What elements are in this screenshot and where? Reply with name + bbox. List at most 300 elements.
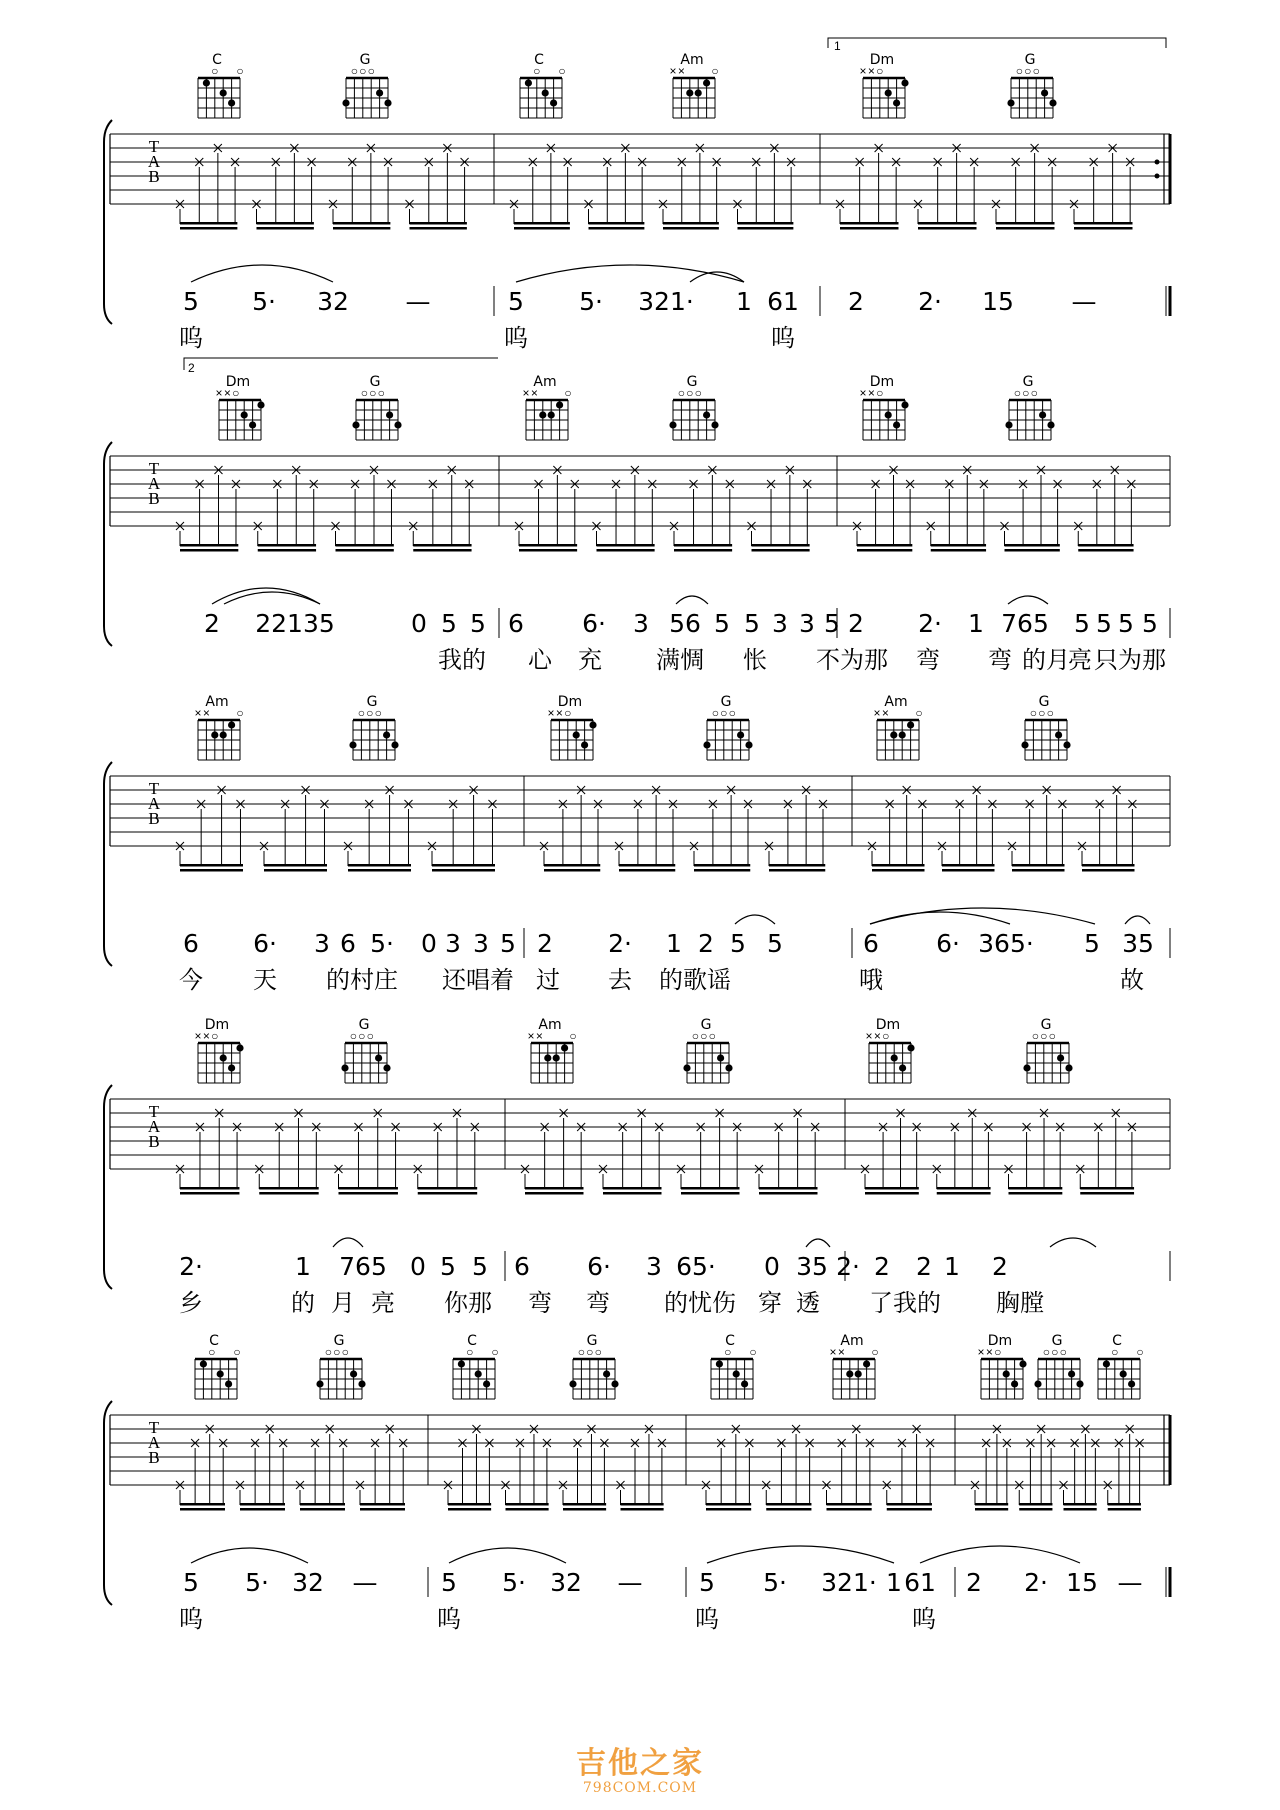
tab-beam xyxy=(180,227,237,230)
chord-open-mark: ○ xyxy=(466,1345,474,1359)
tab-beam xyxy=(827,1508,872,1511)
jianpu-note: 1 xyxy=(886,1568,902,1597)
chord-dot xyxy=(228,721,235,728)
chord-diagram xyxy=(669,374,718,440)
chord-name: G xyxy=(333,1333,345,1349)
chord-dot xyxy=(899,1064,906,1071)
lyric: 心 xyxy=(528,646,552,674)
tab-beam xyxy=(942,864,995,867)
chord-dot xyxy=(550,99,557,106)
chord-open-mark: ○ xyxy=(333,1345,341,1359)
tab-beam xyxy=(1078,549,1133,552)
score-row xyxy=(104,694,1170,994)
chord-open-mark: ○ xyxy=(720,706,728,720)
chord-dot xyxy=(1047,421,1054,428)
slur xyxy=(191,265,333,282)
tab-beam xyxy=(937,1192,991,1195)
tab-beam xyxy=(769,864,825,867)
chord-open-mark: ○ xyxy=(1042,1345,1051,1359)
lyric: 还唱着 xyxy=(442,966,514,994)
lyric: 今 xyxy=(179,966,203,994)
jianpu-note: 321· xyxy=(821,1568,877,1597)
tab-beam xyxy=(857,544,912,547)
chord-dot xyxy=(716,1360,723,1367)
chord-dot xyxy=(1007,99,1014,106)
tab-beam xyxy=(840,227,899,230)
tab-beam xyxy=(339,1192,398,1195)
chord-open-mark: ○ xyxy=(367,64,375,78)
tab-beam xyxy=(519,544,577,547)
jianpu-note: 3 xyxy=(445,929,461,958)
tab-beam xyxy=(1078,544,1133,547)
chord-dot xyxy=(539,411,546,418)
tab-beam xyxy=(563,1508,606,1511)
tab-beam xyxy=(752,549,810,552)
tab-beam xyxy=(975,1508,1008,1511)
jianpu-note: 0 xyxy=(764,1252,780,1281)
jianpu-note: 5 xyxy=(1118,609,1134,638)
chord-open-mark: ○ xyxy=(350,64,359,78)
chord-dot xyxy=(1068,1370,1075,1377)
chord-dot xyxy=(669,421,676,428)
tab-beam xyxy=(1019,1508,1052,1511)
chord-name: G xyxy=(1040,1017,1052,1033)
chord-diagram xyxy=(977,1333,1026,1399)
jianpu-note: 6· xyxy=(587,1252,611,1281)
tab-beam xyxy=(738,222,794,225)
chord-open-mark: ○ xyxy=(749,1345,757,1359)
chord-dot xyxy=(589,721,596,728)
slur xyxy=(676,596,708,604)
tab-beam xyxy=(448,1503,491,1506)
chord-name: Dm xyxy=(557,694,583,710)
jianpu-note: 65· xyxy=(676,1252,716,1281)
chord-open-mark: ○ xyxy=(236,706,244,720)
chord-open-mark: ○ xyxy=(586,1345,594,1359)
jianpu-note: 32 xyxy=(317,287,349,316)
tab-beam xyxy=(759,1187,818,1190)
chord-diagram xyxy=(1034,1333,1083,1399)
tab-clef-letter: A xyxy=(147,794,161,813)
tab-beam xyxy=(769,869,825,872)
tab-beam xyxy=(694,864,750,867)
tab-beam xyxy=(975,1503,1008,1506)
tab-beam xyxy=(766,1503,811,1506)
jianpu-note: 2 xyxy=(537,929,553,958)
jianpu-note: 6 xyxy=(340,929,356,958)
tab-beam xyxy=(257,222,314,225)
chord-name: Dm xyxy=(875,1017,901,1033)
chord-open-mark: × xyxy=(527,1029,535,1043)
tab-beam xyxy=(410,227,467,230)
lyric: 的月 xyxy=(1022,646,1070,674)
tab-beam xyxy=(240,1503,285,1506)
jianpu-note: 5 xyxy=(1142,609,1158,638)
jianpu-note: 5 xyxy=(183,1568,199,1597)
chord-dot xyxy=(899,731,906,738)
jianpu-note: 3 xyxy=(633,609,649,638)
chord-open-mark: ○ xyxy=(708,1029,716,1043)
system-bracket xyxy=(104,1085,112,1289)
lyric: 你那 xyxy=(444,1289,492,1317)
jianpu-note: 5 xyxy=(508,287,524,316)
chord-name: G xyxy=(720,694,732,710)
chord-dot xyxy=(1103,1360,1110,1367)
chord-name: Am xyxy=(205,694,229,710)
lyric: 弯 xyxy=(528,1289,552,1317)
tab-clef-letter: T xyxy=(148,779,160,798)
chord-open-mark: ○ xyxy=(1048,1029,1056,1043)
chord-dot xyxy=(907,721,914,728)
chord-dot xyxy=(383,1064,390,1071)
chord-dot xyxy=(686,89,693,96)
chord-dot xyxy=(1023,1064,1030,1071)
tab-clef-letter: T xyxy=(148,137,160,156)
jianpu-note: 56 xyxy=(669,609,701,638)
chord-dot xyxy=(249,421,256,428)
chord-name: G xyxy=(686,374,698,390)
jianpu-note: 2 xyxy=(992,1252,1008,1281)
chord-open-mark: ○ xyxy=(1024,64,1032,78)
chord-diagram xyxy=(1023,1017,1072,1083)
chord-open-mark: ○ xyxy=(211,64,219,78)
jianpu-note: 61 xyxy=(767,287,799,316)
lyric: 天 xyxy=(253,966,277,994)
chord-open-mark: ○ xyxy=(1022,386,1030,400)
lyric: 的忧伤 xyxy=(664,1289,736,1317)
jianpu-note: 5· xyxy=(763,1568,787,1597)
slur xyxy=(707,1546,894,1563)
tab-beam xyxy=(418,1192,477,1195)
chord-open-mark: ○ xyxy=(1030,386,1038,400)
chord-dot xyxy=(611,1380,618,1387)
tab-beam xyxy=(259,1192,318,1195)
chord-diagram xyxy=(547,694,596,760)
jianpu-note: — xyxy=(617,1568,643,1597)
chord-open-mark: ○ xyxy=(577,1345,586,1359)
jianpu-note: 5 xyxy=(441,609,457,638)
jianpu-note: 765 xyxy=(1001,609,1049,638)
tab-beam xyxy=(1064,1508,1097,1511)
tab-beam xyxy=(759,1192,818,1195)
chord-open-mark: ○ xyxy=(349,1029,358,1043)
jianpu-note: 2 xyxy=(848,287,864,316)
chord-open-mark: × xyxy=(873,1029,881,1043)
tab-beam xyxy=(300,1508,345,1511)
system-bracket xyxy=(104,442,112,646)
jianpu-note: 1 xyxy=(295,1252,311,1281)
score-row xyxy=(104,1017,1170,1317)
jianpu-note: 61 xyxy=(904,1568,936,1597)
tab-beam xyxy=(418,1187,477,1190)
chord-dot xyxy=(342,99,349,106)
chord-open-mark: ○ xyxy=(1031,1029,1040,1043)
jianpu-note: 5· xyxy=(502,1568,526,1597)
tab-beam xyxy=(1064,1503,1097,1506)
chord-name: Dm xyxy=(225,374,251,390)
watermark-name: 吉他之家 xyxy=(576,1746,704,1781)
jianpu-note: 5 xyxy=(1074,609,1090,638)
chord-dot xyxy=(376,89,383,96)
chord-open-mark: ○ xyxy=(324,1345,333,1359)
chord-dot xyxy=(358,1380,365,1387)
jianpu-note: 5· xyxy=(245,1568,269,1597)
jianpu-note: 35 xyxy=(796,1252,828,1281)
jianpu-note: 5 xyxy=(824,609,840,638)
chord-open-mark: ○ xyxy=(564,706,572,720)
chord-dot xyxy=(217,1370,224,1377)
chord-dot xyxy=(733,1370,740,1377)
chord-dot xyxy=(703,411,710,418)
lyric: 呜 xyxy=(695,1605,719,1633)
chord-dot xyxy=(855,1370,862,1377)
jianpu-note: 5 xyxy=(744,609,760,638)
tab-beam xyxy=(180,1508,225,1511)
chord-open-mark: ○ xyxy=(1059,1345,1067,1359)
chord-name: C xyxy=(467,1333,477,1349)
lyric: 呜 xyxy=(179,324,203,352)
jianpu-note: 5 xyxy=(767,929,783,958)
chord-open-mark: × xyxy=(867,386,875,400)
tab-beam xyxy=(180,222,237,225)
jianpu-note: 22135 xyxy=(255,609,335,638)
chord-name: Dm xyxy=(204,1017,230,1033)
chord-dot xyxy=(1019,1360,1026,1367)
tab-staff xyxy=(110,776,1170,872)
chord-name: C xyxy=(209,1333,219,1349)
tab-beam xyxy=(336,549,394,552)
chord-open-mark: × xyxy=(881,706,889,720)
chord-open-mark: × xyxy=(977,1345,985,1359)
tab-clef-letter: B xyxy=(148,1448,160,1467)
chord-open-mark: ○ xyxy=(711,706,720,720)
volta-number: 1 xyxy=(834,39,841,53)
jianpu-note: 2· xyxy=(179,1252,203,1281)
chord-open-mark: ○ xyxy=(691,1029,700,1043)
slur xyxy=(690,272,744,282)
jianpu-note: 2· xyxy=(836,1252,860,1281)
chord-name: Dm xyxy=(869,52,895,68)
chord-dot xyxy=(893,421,900,428)
lyric: 透 xyxy=(796,1289,820,1317)
lyric: 弯 xyxy=(586,1289,610,1317)
tab-beam xyxy=(1012,869,1065,872)
chord-dot xyxy=(1049,99,1056,106)
chord-diagram xyxy=(195,1333,241,1399)
system-bracket xyxy=(104,1401,112,1605)
chord-open-mark: ○ xyxy=(1015,64,1024,78)
chord-dot xyxy=(1128,1380,1135,1387)
slur xyxy=(806,1239,830,1247)
chord-dot xyxy=(542,89,549,96)
chord-open-mark: ○ xyxy=(366,1029,374,1043)
chord-open-mark: ○ xyxy=(728,706,736,720)
lyric: 去 xyxy=(608,966,632,994)
lyric: 穿 xyxy=(758,1289,782,1317)
jianpu-note: — xyxy=(352,1568,378,1597)
chord-dot xyxy=(1005,421,1012,428)
tab-beam xyxy=(681,1187,740,1190)
chord-open-mark: ○ xyxy=(374,706,382,720)
jianpu-note: 5 xyxy=(470,609,486,638)
chord-dot xyxy=(573,731,580,738)
chord-open-mark: × xyxy=(194,1029,202,1043)
chord-open-mark: ○ xyxy=(1136,1345,1144,1359)
lyric: 月 xyxy=(331,1289,355,1317)
jianpu-note: 0 xyxy=(410,1252,426,1281)
tab-beam xyxy=(180,549,238,552)
jianpu-note: 5 xyxy=(714,609,730,638)
tab-beam xyxy=(937,1187,991,1190)
lyric: 呜 xyxy=(912,1605,936,1633)
chord-open-mark: × xyxy=(535,1029,543,1043)
jianpu-note: 15 xyxy=(982,287,1014,316)
chord-name: Am xyxy=(884,694,908,710)
tab-beam xyxy=(918,222,977,225)
jianpu-note: 0 xyxy=(421,929,437,958)
tab-beam xyxy=(339,1187,398,1190)
tab-clef-letter: A xyxy=(147,1433,161,1452)
tab-beam xyxy=(544,869,600,872)
chord-open-mark: × xyxy=(873,706,881,720)
tab-beam xyxy=(257,227,314,230)
tab-beam xyxy=(865,1192,919,1195)
chord-dot xyxy=(890,731,897,738)
chord-dot xyxy=(1063,741,1070,748)
tab-clef-letter: A xyxy=(147,1117,161,1136)
tab-beam xyxy=(603,1192,662,1195)
jianpu-note: 32 xyxy=(292,1568,324,1597)
tab-beam xyxy=(348,869,411,872)
tab-clef-letter: B xyxy=(148,1132,160,1151)
chord-name: C xyxy=(534,52,544,68)
chord-diagram xyxy=(711,1333,757,1399)
jianpu-note: 5· xyxy=(579,287,603,316)
chord-dot xyxy=(211,731,218,738)
tab-beam xyxy=(180,1503,225,1506)
tab-beam xyxy=(506,1508,549,1511)
chord-name: G xyxy=(1024,52,1036,68)
slur xyxy=(516,265,744,282)
chord-dot xyxy=(544,1054,551,1061)
jianpu-note: 6 xyxy=(508,609,524,638)
tab-beam xyxy=(1005,544,1060,547)
tab-beam xyxy=(525,1187,584,1190)
chord-diagram xyxy=(527,1017,576,1083)
chord-name: Dm xyxy=(869,374,895,390)
chord-dot xyxy=(561,1044,568,1051)
chord-dot xyxy=(316,1380,323,1387)
chord-open-mark: ○ xyxy=(1111,1345,1119,1359)
tab-beam xyxy=(1009,1187,1063,1190)
tab-beam xyxy=(514,227,570,230)
chord-open-mark: × xyxy=(530,386,538,400)
lyric: 满惆 xyxy=(656,646,704,674)
chord-name: Dm xyxy=(987,1333,1013,1349)
chord-dot xyxy=(711,421,718,428)
chord-dot xyxy=(228,99,235,106)
tab-beam xyxy=(619,864,675,867)
tab-beam xyxy=(663,227,719,230)
chord-name: C xyxy=(725,1333,735,1349)
chord-diagram xyxy=(865,1017,914,1083)
jianpu-note: — xyxy=(405,287,431,316)
chord-dot xyxy=(220,1054,227,1061)
tab-beam xyxy=(621,1508,664,1511)
chord-dot xyxy=(725,1064,732,1071)
chord-diagram xyxy=(194,1017,243,1083)
volta-bracket xyxy=(828,38,1166,48)
system-bracket xyxy=(104,120,112,324)
chord-dot xyxy=(717,1054,724,1061)
tab-beam xyxy=(180,1187,239,1190)
lyric: 呜 xyxy=(437,1605,461,1633)
chord-name: G xyxy=(358,1017,370,1033)
tab-beam xyxy=(448,1508,491,1511)
slur xyxy=(1050,1238,1096,1247)
jianpu-note: 5 xyxy=(500,929,516,958)
chord-dot xyxy=(703,79,710,86)
tab-beam xyxy=(258,549,316,552)
slur xyxy=(333,1238,363,1247)
tab-beam xyxy=(597,549,655,552)
lyric: 哦 xyxy=(859,966,883,994)
chord-diagram xyxy=(1098,1333,1144,1399)
chord-open-mark: × xyxy=(202,706,210,720)
chord-dot xyxy=(350,1370,357,1377)
tab-beam xyxy=(519,549,577,552)
chord-name: G xyxy=(1051,1333,1063,1349)
chord-name: Am xyxy=(538,1017,562,1033)
chord-dot xyxy=(745,741,752,748)
jianpu-note: 15 xyxy=(1066,1568,1098,1597)
chord-dot xyxy=(483,1380,490,1387)
chord-dot xyxy=(893,99,900,106)
tab-beam xyxy=(258,544,316,547)
jianpu-note: 35 xyxy=(1122,929,1154,958)
chord-diagram xyxy=(349,694,398,760)
chord-dot xyxy=(891,1054,898,1061)
lyric: 我的 xyxy=(438,646,486,674)
chord-open-mark: ○ xyxy=(208,1345,216,1359)
tab-clef-letter: B xyxy=(148,489,160,508)
tab-beam xyxy=(674,549,732,552)
jianpu-note: 1 xyxy=(968,609,984,638)
volta-brackets xyxy=(184,38,1166,375)
jianpu-note: 0 xyxy=(411,609,427,638)
tab-beam xyxy=(857,549,912,552)
tab-beam xyxy=(674,544,732,547)
jianpu-note: 5 xyxy=(1096,609,1112,638)
jianpu-note: 2· xyxy=(608,929,632,958)
chord-dot xyxy=(525,79,532,86)
chord-dot xyxy=(695,89,702,96)
lyric: 了我的 xyxy=(869,1289,941,1317)
chord-dot xyxy=(458,1360,465,1367)
chord-open-mark: × xyxy=(859,64,867,78)
chord-open-mark: ○ xyxy=(360,386,369,400)
slur xyxy=(224,592,320,604)
tab-beam xyxy=(333,227,390,230)
lyric: 只为那 xyxy=(1094,646,1166,674)
chord-open-mark: × xyxy=(223,386,231,400)
tab-beam xyxy=(942,869,995,872)
tab-beam xyxy=(506,1503,549,1506)
jianpu-note: 6 xyxy=(183,929,199,958)
chord-dot xyxy=(241,411,248,418)
jianpu-note: 1 xyxy=(944,1252,960,1281)
chord-dot xyxy=(341,1064,348,1071)
